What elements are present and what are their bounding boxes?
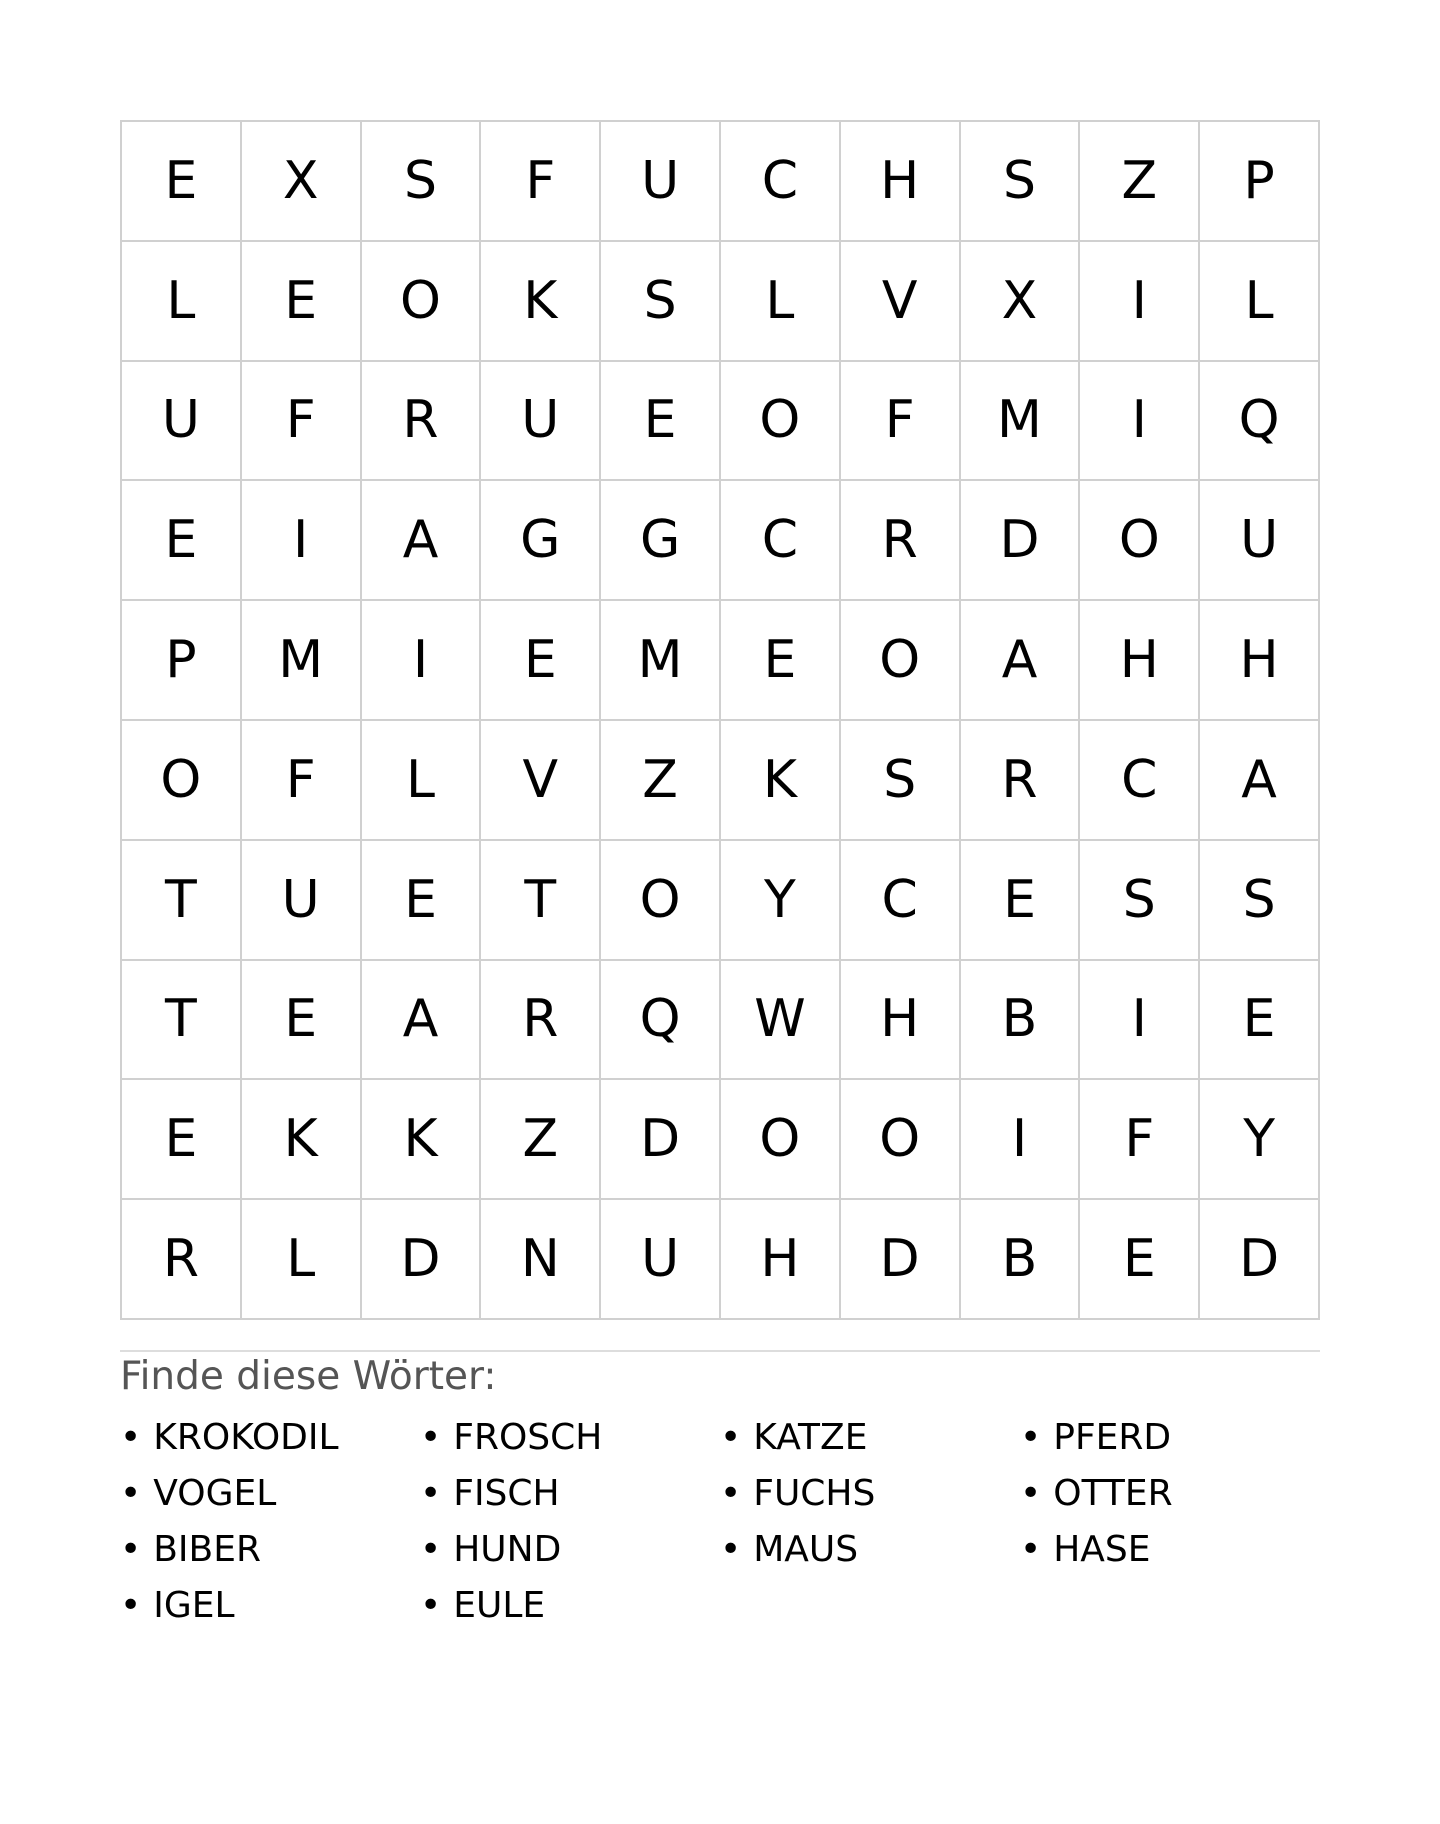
grid-cell[interactable]: T: [122, 961, 242, 1081]
grid-cell[interactable]: K: [242, 1080, 362, 1200]
grid-cell[interactable]: R: [122, 1200, 242, 1320]
bullet-icon: •: [720, 1417, 742, 1458]
bullet-icon: •: [1020, 1473, 1042, 1514]
grid-cell[interactable]: E: [1200, 961, 1320, 1081]
grid-cell[interactable]: S: [601, 242, 721, 362]
grid-cell[interactable]: U: [242, 841, 362, 961]
grid-cell[interactable]: E: [122, 481, 242, 601]
grid-cell[interactable]: U: [601, 122, 721, 242]
grid-cell[interactable]: I: [1080, 242, 1200, 362]
grid-cell[interactable]: E: [721, 601, 841, 721]
grid-cell[interactable]: K: [362, 1080, 482, 1200]
grid-cell[interactable]: O: [601, 841, 721, 961]
grid-cell[interactable]: I: [1080, 362, 1200, 482]
word-list-item: [420, 1410, 720, 1466]
grid-cell[interactable]: Y: [721, 841, 841, 961]
grid-cell[interactable]: C: [841, 841, 961, 961]
grid-cell[interactable]: E: [601, 362, 721, 482]
grid-cell[interactable]: E: [242, 242, 362, 362]
word-label: OTTER: [1053, 1473, 1173, 1514]
grid-cell[interactable]: I: [1080, 961, 1200, 1081]
grid-cell[interactable]: G: [601, 481, 721, 601]
word-label: FISCH: [453, 1473, 560, 1514]
grid-cell[interactable]: F: [1080, 1080, 1200, 1200]
grid-cell[interactable]: C: [1080, 721, 1200, 841]
word-list-item: [120, 1466, 420, 1522]
word-label: BIBER: [153, 1529, 262, 1570]
bullet-icon: •: [420, 1585, 442, 1626]
word-list-item: [720, 1466, 1020, 1522]
word-list-item: [1020, 1522, 1320, 1578]
grid-cell[interactable]: B: [961, 1200, 1081, 1320]
word-search-grid: [120, 120, 1320, 1320]
grid-cell[interactable]: U: [122, 362, 242, 482]
grid-cell[interactable]: H: [1080, 601, 1200, 721]
grid-cell[interactable]: R: [362, 362, 482, 482]
grid-cell[interactable]: E: [481, 601, 601, 721]
grid-cell[interactable]: V: [841, 242, 961, 362]
grid-cell[interactable]: K: [481, 242, 601, 362]
grid-cell[interactable]: E: [961, 841, 1081, 961]
grid-cell[interactable]: O: [841, 601, 961, 721]
grid-cell[interactable]: F: [841, 362, 961, 482]
grid-cell[interactable]: S: [841, 721, 961, 841]
bullet-icon: •: [720, 1529, 742, 1570]
word-list: [120, 1410, 1320, 1634]
grid-cell[interactable]: C: [721, 481, 841, 601]
grid-cell[interactable]: S: [1080, 841, 1200, 961]
grid-cell[interactable]: U: [1200, 481, 1320, 601]
grid-cell[interactable]: H: [841, 122, 961, 242]
word-label: HUND: [453, 1529, 562, 1570]
grid-cell[interactable]: S: [362, 122, 482, 242]
word-label: EULE: [453, 1585, 546, 1626]
bullet-icon: •: [120, 1473, 142, 1514]
word-list-item: [120, 1410, 420, 1466]
grid-cell[interactable]: F: [242, 362, 362, 482]
word-list-item: [120, 1578, 420, 1634]
grid-cell[interactable]: I: [242, 481, 362, 601]
bullet-icon: •: [420, 1529, 442, 1570]
grid-cell[interactable]: N: [481, 1200, 601, 1320]
grid-cell[interactable]: M: [601, 601, 721, 721]
grid-cell[interactable]: O: [1080, 481, 1200, 601]
grid-cell[interactable]: Q: [1200, 362, 1320, 482]
grid-cell[interactable]: P: [1200, 122, 1320, 242]
grid-cell[interactable]: L: [242, 1200, 362, 1320]
grid-cell[interactable]: I: [362, 601, 482, 721]
grid-cell[interactable]: D: [1200, 1200, 1320, 1320]
grid-cell[interactable]: U: [601, 1200, 721, 1320]
word-label: MAUS: [753, 1529, 859, 1570]
grid-cell[interactable]: H: [841, 961, 961, 1081]
word-label: FROSCH: [453, 1417, 603, 1458]
bullet-icon: •: [1020, 1417, 1042, 1458]
grid-cell[interactable]: M: [961, 362, 1081, 482]
word-list-item: [420, 1522, 720, 1578]
grid-cell[interactable]: Z: [1080, 122, 1200, 242]
word-list-item: [420, 1466, 720, 1522]
grid-cell[interactable]: R: [481, 961, 601, 1081]
grid-cell[interactable]: H: [721, 1200, 841, 1320]
grid-cell[interactable]: Y: [1200, 1080, 1320, 1200]
grid-cell[interactable]: T: [481, 841, 601, 961]
grid-cell[interactable]: D: [601, 1080, 721, 1200]
bullet-icon: •: [420, 1473, 442, 1514]
grid-cell[interactable]: O: [122, 721, 242, 841]
grid-cell[interactable]: X: [242, 122, 362, 242]
bullet-icon: •: [120, 1417, 142, 1458]
grid-cell[interactable]: L: [122, 242, 242, 362]
grid-cell[interactable]: L: [1200, 242, 1320, 362]
grid-cell[interactable]: W: [721, 961, 841, 1081]
grid-cell[interactable]: G: [481, 481, 601, 601]
grid-cell[interactable]: R: [841, 481, 961, 601]
grid-cell[interactable]: R: [961, 721, 1081, 841]
grid-cell[interactable]: O: [841, 1080, 961, 1200]
grid-cell[interactable]: A: [362, 481, 482, 601]
grid-cell[interactable]: O: [721, 362, 841, 482]
bullet-icon: •: [420, 1417, 442, 1458]
grid-cell[interactable]: Z: [601, 721, 721, 841]
grid-cell[interactable]: E: [362, 841, 482, 961]
word-label: KROKODIL: [153, 1417, 339, 1458]
grid-cell[interactable]: V: [481, 721, 601, 841]
grid-cell[interactable]: C: [721, 122, 841, 242]
word-list-item: [720, 1522, 1020, 1578]
word-list-item: [720, 1410, 1020, 1466]
grid-cell[interactable]: D: [961, 481, 1081, 601]
word-label: HASE: [1053, 1529, 1151, 1570]
grid-cell[interactable]: E: [122, 122, 242, 242]
grid-cell[interactable]: X: [961, 242, 1081, 362]
word-label: IGEL: [153, 1585, 235, 1626]
grid-cell[interactable]: L: [721, 242, 841, 362]
grid-cell[interactable]: F: [242, 721, 362, 841]
grid-cell[interactable]: O: [721, 1080, 841, 1200]
grid-cell[interactable]: D: [362, 1200, 482, 1320]
word-list-heading: Finde diese Wörter:: [120, 1354, 497, 1399]
grid-cell[interactable]: P: [122, 601, 242, 721]
grid-cell[interactable]: A: [1200, 721, 1320, 841]
bullet-icon: •: [120, 1529, 142, 1570]
grid-cell[interactable]: A: [961, 601, 1081, 721]
grid-cell[interactable]: E: [122, 1080, 242, 1200]
bullet-icon: •: [1020, 1529, 1042, 1570]
grid-cell[interactable]: B: [961, 961, 1081, 1081]
word-label: FUCHS: [753, 1473, 876, 1514]
word-list-item: [420, 1578, 720, 1634]
grid-cell[interactable]: L: [362, 721, 482, 841]
word-label: VOGEL: [153, 1473, 277, 1514]
grid-cell[interactable]: F: [481, 122, 601, 242]
grid-cell[interactable]: K: [721, 721, 841, 841]
grid-cell[interactable]: E: [242, 961, 362, 1081]
grid-cell[interactable]: S: [961, 122, 1081, 242]
bullet-icon: •: [720, 1473, 742, 1514]
word-label: PFERD: [1053, 1417, 1172, 1458]
grid-cell[interactable]: I: [961, 1080, 1081, 1200]
grid-cell[interactable]: E: [1080, 1200, 1200, 1320]
word-list-item: [1020, 1466, 1320, 1522]
word-label: KATZE: [753, 1417, 868, 1458]
grid-cell[interactable]: Z: [481, 1080, 601, 1200]
grid-cell[interactable]: S: [1200, 841, 1320, 961]
grid-cell[interactable]: T: [122, 841, 242, 961]
word-list-item: [1020, 1410, 1320, 1466]
word-list-item: [120, 1522, 420, 1578]
grid-cell[interactable]: H: [1200, 601, 1320, 721]
grid-cell[interactable]: D: [841, 1200, 961, 1320]
grid-cell[interactable]: A: [362, 961, 482, 1081]
grid-cell[interactable]: M: [242, 601, 362, 721]
grid-cell[interactable]: O: [362, 242, 482, 362]
grid-cell[interactable]: Q: [601, 961, 721, 1081]
bullet-icon: •: [120, 1585, 142, 1626]
grid-cell[interactable]: U: [481, 362, 601, 482]
